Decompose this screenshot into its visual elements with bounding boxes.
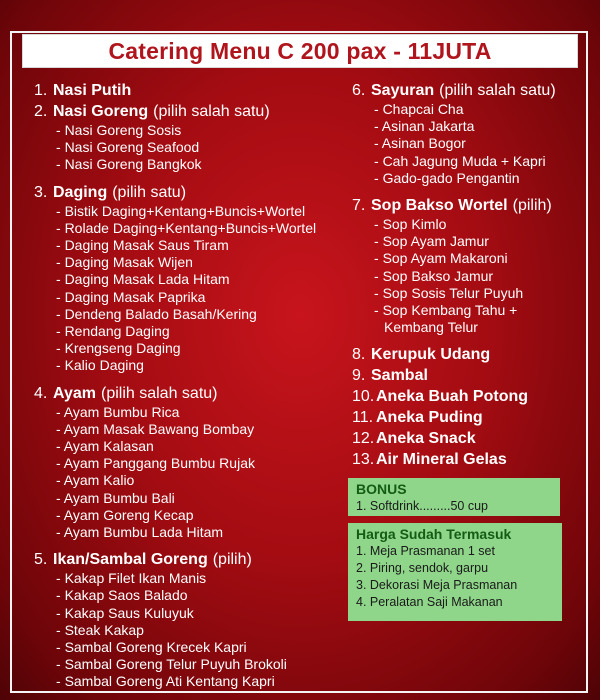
- bonus-title: BONUS: [356, 481, 407, 497]
- included-item: 3. Dekorasi Meja Prasmanan: [356, 578, 518, 592]
- menu-item-continued: Kembang Telur: [384, 319, 478, 336]
- menu-item: - Dendeng Balado Basah/Kering: [56, 306, 354, 323]
- menu-item: - Asinan Bogor: [374, 135, 582, 152]
- section-name: Sayuran: [371, 82, 435, 99]
- menu-section-heading: [352, 428, 582, 449]
- menu-item: - Kakap Filet Ikan Manis: [56, 570, 354, 587]
- menu-item: - Ayam Kalio: [56, 472, 354, 489]
- section-number: 7.: [352, 197, 366, 215]
- menu-item: - Ayam Bumbu Lada Hitam: [56, 524, 354, 541]
- section-note: (pilih): [212, 551, 252, 569]
- menu-section-heading: [34, 80, 354, 101]
- section-name: Air Mineral Gelas: [376, 451, 507, 469]
- section-note: (pilih salah satu): [153, 103, 270, 120]
- section-name: Kerupuk Udang: [371, 346, 491, 364]
- menu-item: - Kalio Daging: [56, 357, 354, 374]
- menu-item-list: [34, 203, 354, 375]
- section-number: 13.: [352, 451, 375, 469]
- section-gap: [34, 693, 354, 699]
- menu-item-list: [352, 101, 582, 187]
- included-box: [348, 523, 562, 621]
- menu-item: - Cah Jagung Muda + Kapri: [374, 153, 582, 170]
- menu-item: - Kakap Saos Balado: [56, 587, 354, 604]
- menu-item: - Sambal Goreng Telur Puyuh Brokoli: [56, 656, 354, 673]
- section-name: Nasi Putih: [53, 82, 132, 99]
- section-note: (pilih salah satu): [100, 384, 218, 402]
- title-banner: [22, 34, 578, 68]
- menu-section-heading: [34, 383, 354, 404]
- menu-item: - Daging Masak Saus Tiram: [56, 237, 354, 254]
- bonus-box: [348, 478, 560, 516]
- section-name: Nasi Goreng: [53, 103, 149, 120]
- menu-section-heading: [34, 182, 354, 203]
- section-number: 5.: [34, 551, 48, 569]
- section-name: Daging: [53, 183, 108, 201]
- menu-item: - Sop Ayam Jamur: [374, 233, 582, 250]
- section-note: (pilih salah satu): [439, 82, 556, 99]
- menu-item: - Daging Masak Lada Hitam: [56, 271, 354, 288]
- section-note: (pilih): [512, 197, 552, 215]
- section-number: 11.: [352, 409, 374, 427]
- section-number: 10.: [352, 388, 375, 406]
- section-name: Aneka Snack: [376, 430, 476, 448]
- menu-section-heading: [352, 344, 582, 365]
- included-item: 1. Meja Prasmanan 1 set: [356, 544, 495, 558]
- menu-item: - Daging Masak Wijen: [56, 254, 354, 271]
- section-name: Ikan/Sambal Goreng: [53, 551, 208, 569]
- included-item: 4. Peralatan Saji Makanan: [356, 595, 503, 609]
- menu-item: - Krengseng Daging: [56, 340, 354, 357]
- menu-item-list: [34, 404, 354, 542]
- menu-item: - Ayam Goreng Kecap: [56, 507, 354, 524]
- section-name: Ayam: [53, 384, 96, 402]
- menu-item: - Ayam Bumbu Bali: [56, 490, 354, 507]
- menu-item: - Sop Kimlo: [374, 216, 582, 233]
- menu-item-list: [352, 216, 582, 336]
- menu-item: - Sambal Goreng Krecek Kapri: [56, 639, 354, 656]
- included-title: Harga Sudah Termasuk: [356, 526, 512, 542]
- menu-item-list: [34, 122, 354, 174]
- menu-item: - Kakap Saus Kuluyuk: [56, 605, 354, 622]
- menu-item: - Ayam Bumbu Rica: [56, 404, 354, 421]
- section-number: 12.: [352, 430, 375, 448]
- menu-item: - Bistik Daging+Kentang+Buncis+Wortel: [56, 203, 354, 220]
- menu-section-heading: [352, 407, 582, 428]
- section-number: 9.: [352, 367, 366, 385]
- menu-item: - Chapcai Cha: [374, 101, 582, 118]
- menu-item: - Asinan Jakarta: [374, 118, 582, 135]
- menu-item: - Nasi Goreng Seafood: [56, 139, 354, 156]
- menu-item: - Sop Ayam Makaroni: [374, 250, 582, 267]
- menu-item: - Ayam Panggang Bumbu Rujak: [56, 455, 354, 472]
- menu-section-heading: [352, 449, 582, 470]
- section-name: Aneka Puding: [376, 409, 483, 427]
- section-name: Sambal: [371, 367, 428, 385]
- section-name: Aneka Buah Potong: [376, 388, 529, 406]
- menu-item: - Daging Masak Paprika: [56, 289, 354, 306]
- menu-section-heading: [352, 80, 582, 101]
- menu-section-heading: [352, 386, 582, 407]
- page-title: Catering Menu C 200 pax - 11JUTA: [108, 37, 492, 64]
- menu-item-list: [34, 570, 354, 690]
- menu-section-heading: [352, 365, 582, 386]
- included-item: 2. Piring, sendok, garpu: [356, 561, 489, 575]
- menu-column-right: [352, 80, 582, 470]
- menu-item: - Gado-gado Pengantin: [374, 170, 582, 187]
- menu-item: - Ayam Masak Bawang Bombay: [56, 421, 354, 438]
- menu-item: - Nasi Goreng Bangkok: [56, 156, 354, 173]
- menu-item: - Nasi Goreng Sosis: [56, 122, 354, 139]
- menu-item: - Sop Kembang Tahu +: [374, 302, 582, 319]
- menu-item: - Rolade Daging+Kentang+Buncis+Wortel: [56, 220, 354, 237]
- menu-item: - Sop Sosis Telur Puyuh: [374, 285, 582, 302]
- section-number: 6.: [352, 82, 366, 99]
- menu-section-heading: [34, 549, 354, 570]
- menu-item: - Ayam Kalasan: [56, 438, 354, 455]
- section-number: 1.: [34, 82, 48, 99]
- section-name: Sop Bakso Wortel: [371, 197, 508, 215]
- bonus-item: 1. Softdrink.........50 cup: [356, 499, 489, 513]
- menu-item: - Steak Kakap: [56, 622, 354, 639]
- menu-section-heading: [34, 101, 354, 122]
- menu-section-heading: [352, 195, 582, 216]
- menu-column-left: [34, 80, 354, 699]
- section-number: 4.: [34, 384, 48, 402]
- section-number: 8.: [352, 346, 366, 364]
- menu-item: - Sop Bakso Jamur: [374, 268, 582, 285]
- section-number: 2.: [34, 103, 48, 120]
- section-number: 3.: [34, 183, 48, 201]
- section-note: (pilih satu): [112, 183, 187, 201]
- menu-item: - Rendang Daging: [56, 323, 354, 340]
- menu-item: - Sambal Goreng Ati Kentang Kapri: [56, 673, 354, 690]
